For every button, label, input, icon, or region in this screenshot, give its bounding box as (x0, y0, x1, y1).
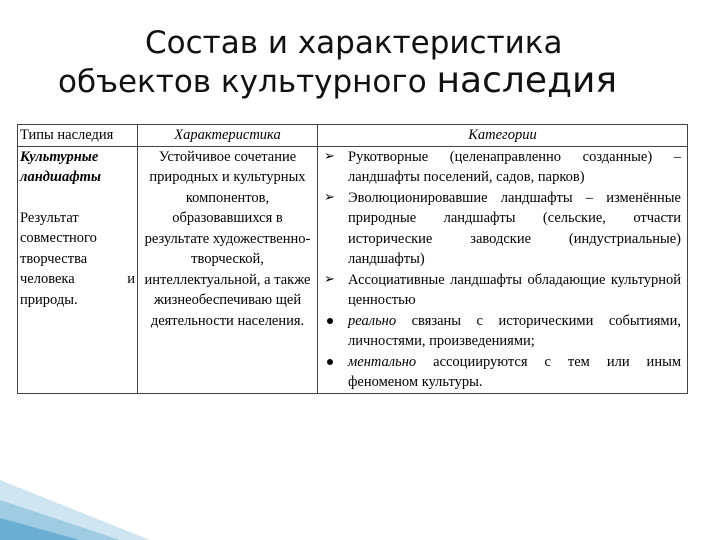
title-line-2-start: объектов культурного (58, 64, 437, 100)
header-types: Типы наследия (18, 125, 138, 147)
heritage-table (17, 124, 688, 394)
categories-list (320, 147, 685, 393)
list-item (320, 188, 681, 270)
list-item (320, 311, 681, 352)
type-name: Культурные ландшафты (20, 148, 101, 185)
category-text: связаны с историческими событиями, личностями, произведениями; (348, 312, 681, 349)
header-categories: Категории (318, 125, 688, 147)
characteristic-text: Устойчивое сочетание природных и культурных компонентов, образовавшихся в результате художественно-творческой, интеллектуальной, а также жизнеобеспечиваю щей деятельности населения. (144, 148, 311, 329)
header-characteristic: Характеристика (138, 125, 318, 147)
cell-characteristic (138, 146, 318, 393)
category-text: Рукотворные (целенаправленно созданные) – ландшафты поселений, садов, парков) (348, 148, 681, 185)
category-text: Ассоциативные ландшафты обладающие культурной ценностью (348, 271, 681, 308)
dot-bullet-icon (327, 359, 333, 365)
title-line-2-end: наследия (436, 60, 618, 101)
title-line-2 (0, 62, 720, 101)
table-row (18, 146, 688, 393)
arrow-bullet-icon: ➢ (324, 148, 335, 164)
category-text: ассоциируются с тем или иным феноменом культуры. (348, 353, 681, 390)
list-item (320, 352, 681, 393)
category-emphasis: реально (348, 312, 397, 329)
dot-bullet-icon (327, 318, 333, 324)
arrow-bullet-icon: ➢ (324, 271, 335, 287)
cell-categories (318, 146, 688, 393)
category-text: Эволюционировавшие ландшафты – изменённые природные ландшафты (сельские, отчасти исторические заводские (индустриальные) ландшафты) (348, 189, 681, 267)
cell-type (18, 146, 138, 393)
category-emphasis: ментально (348, 353, 417, 370)
arrow-bullet-icon: ➢ (324, 189, 335, 205)
page-title (0, 24, 720, 101)
list-item (320, 270, 681, 311)
list-item (320, 147, 681, 188)
corner-decoration (0, 440, 150, 540)
table-header-row (18, 125, 688, 147)
type-description: Результат совместного творчества человека и природы. (20, 209, 135, 308)
title-line-1: Состав и характеристика (145, 25, 563, 61)
